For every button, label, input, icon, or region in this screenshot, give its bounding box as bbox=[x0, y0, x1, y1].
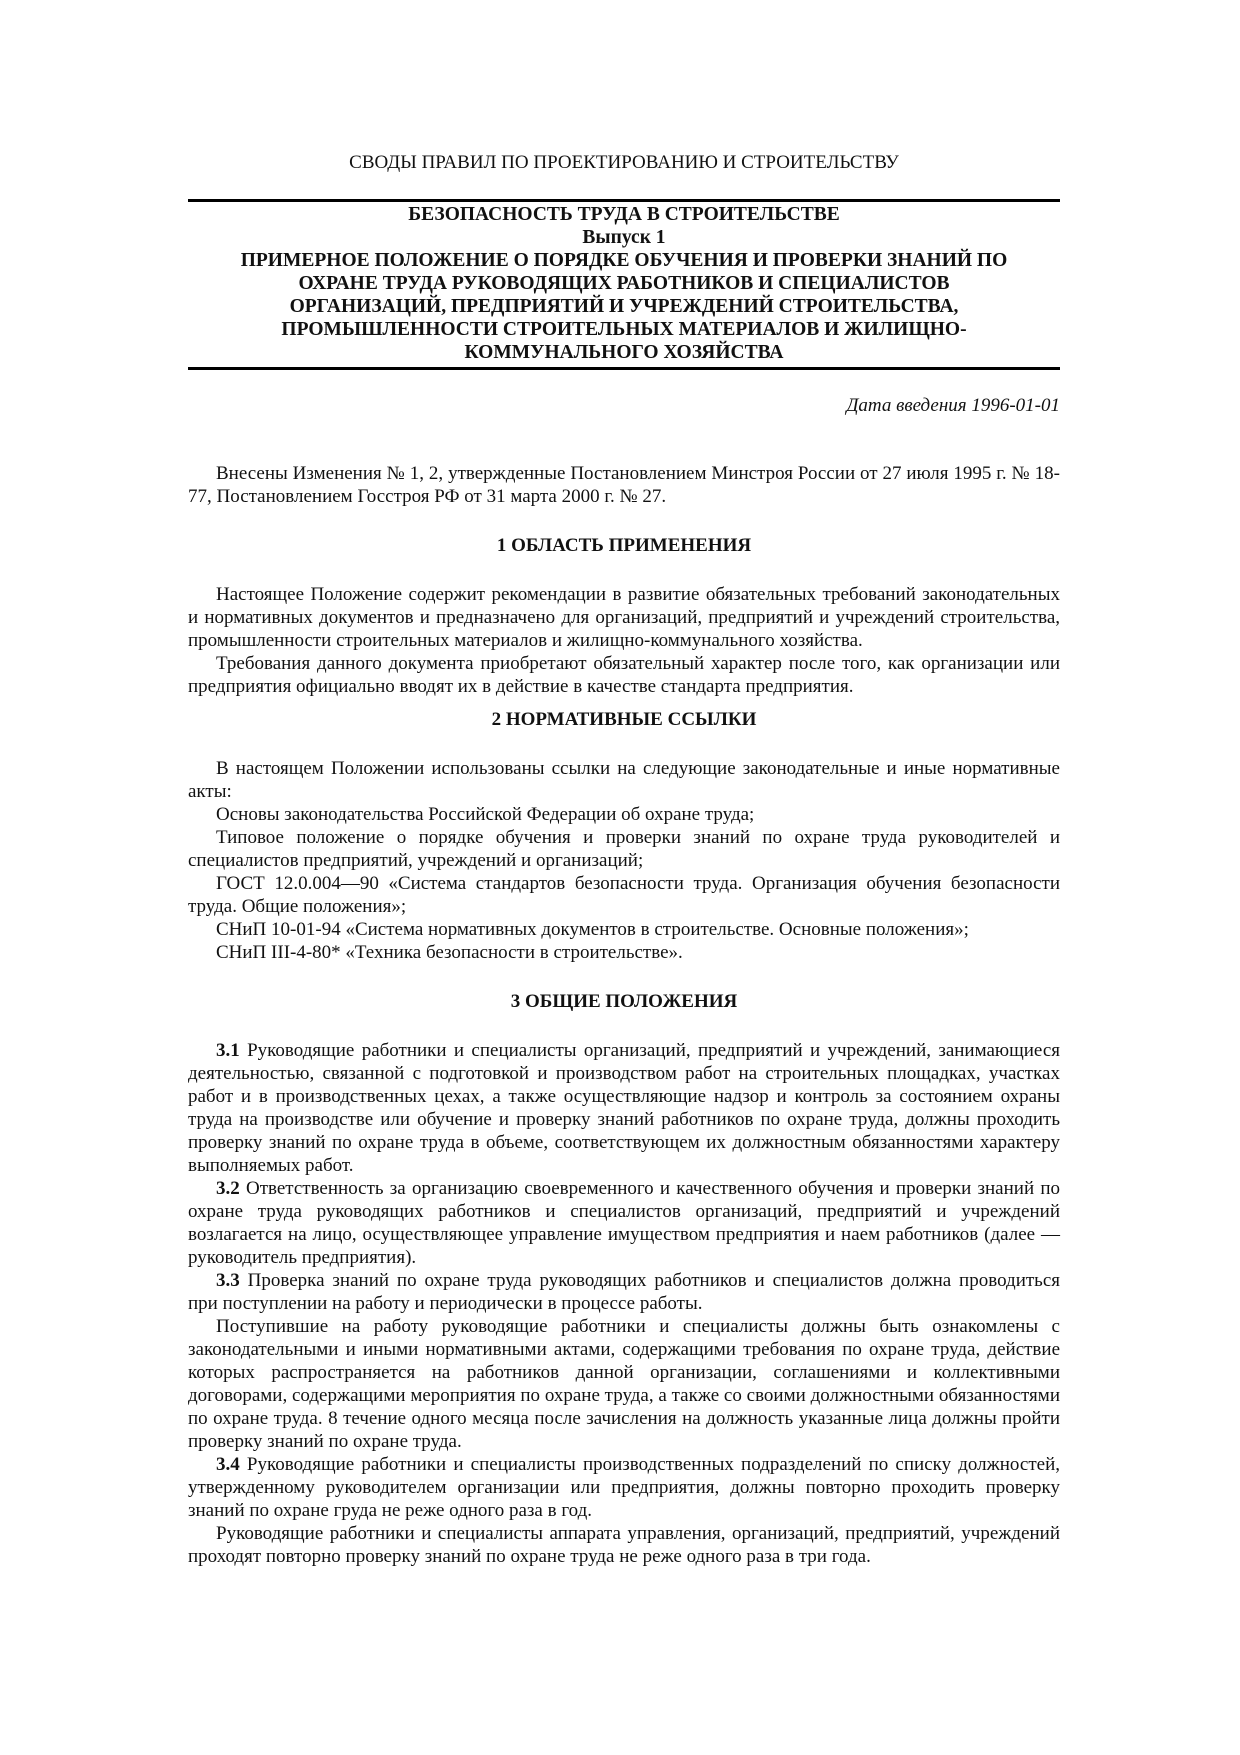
title-bottom-rule bbox=[188, 367, 1060, 370]
paragraph: Руководящие работники и специалисты аппарата управления, организаций, предприятий, учреждений проходят повторно проверку знаний по охране труда не реже одного раза в три года. bbox=[188, 1523, 1060, 1567]
title-line: ОРГАНИЗАЦИЙ, ПРЕДПРИЯТИЙ И УЧРЕЖДЕНИЙ СТРОИТЕЛЬСТВА, bbox=[289, 296, 959, 317]
clause-text: Ответственность за организацию своевременного и качественного обучения и проверки знаний по охране труда руководящих работников и специалистов организаций, предприятий и учреждений возлагается на лицо, осуществляющее управление имуществом предприятия и наем работников (далее — руководитель предприятия). bbox=[188, 1178, 1061, 1268]
clause-3-1 bbox=[188, 1039, 1060, 1177]
clause-3-2 bbox=[188, 1177, 1060, 1269]
clause-number: 3.4 bbox=[216, 1454, 240, 1475]
paragraph: Настоящее Положение содержит рекомендации в развитие обязательных требований законодательных и нормативных документов и предназначено для организаций, предприятий и учреждений строительства, промышленности строительных материалов и жилищно-коммунального хозяйства. bbox=[188, 584, 1060, 651]
title-line: КОММУНАЛЬНОГО ХОЗЯЙСТВА bbox=[464, 342, 784, 363]
reference-item: Типовое положение о порядке обучения и проверки знаний по охране труда руководителей и специалистов предприятий, учреждений и организаций; bbox=[188, 827, 1060, 871]
reference-item: ГОСТ 12.0.004—90 «Система стандартов безопасности труда. Организация обучения безопасности труда. Общие положения»; bbox=[188, 873, 1060, 917]
section-heading-scope: 1 ОБЛАСТЬ ПРИМЕНЕНИЯ bbox=[496, 535, 752, 556]
document-title bbox=[188, 203, 1060, 364]
title-line: ОХРАНЕ ТРУДА РУКОВОДЯЩИХ РАБОТНИКОВ И СПЕЦИАЛИСТОВ bbox=[298, 273, 950, 294]
introduction-date: Дата введения 1996-01-01 bbox=[846, 395, 1060, 416]
clause-text: Проверка знаний по охране труда руководящих работников и специалистов должна проводиться при поступлении на работу и периодически в процессе работы. bbox=[188, 1270, 1060, 1314]
issue-label: Выпуск 1 bbox=[582, 227, 666, 248]
paragraph: В настоящем Положении использованы ссылки на следующие законодательные и иные нормативные акты: bbox=[188, 758, 1060, 802]
clause-3-4 bbox=[188, 1453, 1060, 1522]
series-title: СВОДЫ ПРАВИЛ ПО ПРОЕКТИРОВАНИЮ И СТРОИТЕЛЬСТВУ bbox=[349, 152, 899, 173]
reference-item: СНиП 10-01-94 «Система нормативных документов в строительстве. Основные положения»; bbox=[216, 919, 969, 940]
reference-item: Основы законодательства Российской Федерации об охране труда; bbox=[216, 804, 755, 825]
document-body bbox=[188, 462, 1060, 1568]
paragraph: Требования данного документа приобретают обязательный характер после того, как организации или предприятия официально вводят их в действие в качестве стандарта предприятия. bbox=[188, 653, 1060, 697]
clause-3-3 bbox=[188, 1269, 1060, 1315]
clause-text: Руководящие работники и специалисты производственных подразделений по списку должностей, утвержденному руководителем организации или предприятия, должны повторно проходить проверку знаний по охране груда не реже одного раза в год. bbox=[188, 1454, 1060, 1521]
title-line: БЕЗОПАСНОСТЬ ТРУДА В СТРОИТЕЛЬСТВЕ bbox=[408, 204, 840, 225]
clause-number: 3.2 bbox=[216, 1178, 240, 1199]
section-heading-references: 2 НОРМАТИВНЫЕ ССЫЛКИ bbox=[491, 709, 757, 730]
amendments-note: Внесены Изменения № 1, 2, утвержденные Постановлением Минстроя России от 27 июля 1995 г. № 18-77, Постановлением Госстроя РФ от 31 марта 2000 г. № 27. bbox=[188, 463, 1060, 507]
reference-item: СНиП III-4-80* «Техника безопасности в строительстве». bbox=[216, 942, 683, 963]
paragraph: Поступившие на работу руководящие работники и специалисты должны быть ознакомлены с законодательными и иными нормативными актами, содержащими требования по охране труда, действие которых распространяется на работников данной организации, соглашениями и коллективными договорами, содержащими мероприятия по охране труда, а также со своими должностными обязанностями по охране труда. 8 течение одного месяца после зачисления на должность указанные лица должны пройти проверку знаний по охране труда. bbox=[188, 1316, 1060, 1452]
title-top-rule bbox=[188, 199, 1060, 202]
section-heading-general: 3 ОБЩИЕ ПОЛОЖЕНИЯ bbox=[510, 991, 738, 1012]
title-line: ПРИМЕРНОЕ ПОЛОЖЕНИЕ О ПОРЯДКЕ ОБУЧЕНИЯ И ПРОВЕРКИ ЗНАНИЙ ПО bbox=[240, 250, 1008, 271]
clause-number: 3.1 bbox=[216, 1040, 240, 1061]
clause-number: 3.3 bbox=[216, 1270, 240, 1291]
clause-text: Руководящие работники и специалисты организаций, предприятий и учреждений, занимающиеся деятельностью, связанной с подготовкой и производством работ на строительных площадках, участках работ и в производственных цехах, а также осуществляющие надзор и контроль за состоянием охраны труда на производстве или обучение и проверку знаний работников по охране труда, должны проходить проверку знаний по охране труда в объеме, соответствующем их должностным обязанностями характеру выполняемых работ. bbox=[188, 1040, 1060, 1176]
title-line: ПРОМЫШЛЕННОСТИ СТРОИТЕЛЬНЫХ МАТЕРИАЛОВ И ЖИЛИЩНО- bbox=[281, 319, 967, 340]
